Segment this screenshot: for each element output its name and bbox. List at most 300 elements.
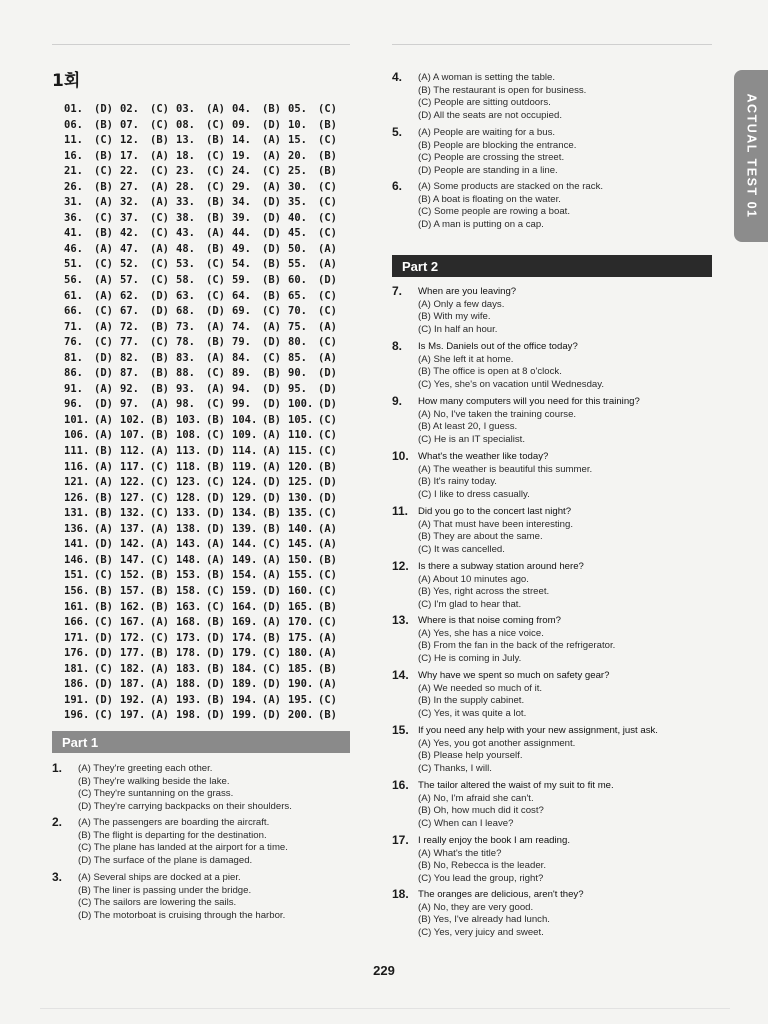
answer-letter: (D) (206, 709, 225, 722)
question-number: 2. (52, 815, 63, 829)
answer-key-cell (64, 335, 120, 351)
answer-key-cell (176, 397, 232, 413)
answer-number: 41. (64, 227, 83, 240)
answer-number: 157. (120, 584, 146, 597)
answer-number: 182. (120, 662, 146, 675)
answer-key-cell (120, 335, 176, 351)
part2-question-10 (392, 451, 592, 501)
answer-number: 14. (232, 134, 251, 147)
answer-letter: (C) (206, 274, 225, 287)
answer-number: 17. (120, 149, 139, 162)
answer-letter: (A) (94, 522, 113, 535)
answer-number: 84. (232, 351, 251, 364)
answer-key-cell (176, 475, 232, 491)
answer-number: 169. (232, 616, 258, 629)
answer-number: 96. (64, 398, 83, 411)
answer-number: 180. (288, 647, 314, 660)
answer-number: 132. (120, 507, 146, 520)
answer-number: 77. (120, 336, 139, 349)
answer-key-cell (232, 646, 288, 662)
answer-number: 44. (232, 227, 251, 240)
answer-number: 102. (120, 413, 146, 426)
answer-key-cell (64, 506, 120, 522)
answer-option: (B) People are blocking the entrance. (418, 139, 577, 151)
answer-key-cell (232, 102, 288, 118)
answer-letter: (D) (94, 631, 113, 644)
answer-number: 114. (232, 445, 258, 458)
answer-number: 165. (288, 600, 314, 613)
answer-option: (C) You lead the group, right? (418, 872, 544, 884)
answer-letter: (A) (318, 258, 337, 271)
answer-number: 170. (288, 616, 314, 629)
answer-number: 65. (288, 289, 307, 302)
answer-option: (A) Only a few days. (418, 298, 505, 310)
answer-letter: (B) (150, 413, 169, 426)
answer-option: (C) When can I leave? (418, 817, 514, 829)
answer-option: (C) In half an hour. (418, 323, 498, 335)
answer-key-cell (288, 382, 344, 398)
answer-option: (A) Several ships are docked at a pier. (78, 872, 241, 883)
answer-letter: (B) (206, 196, 225, 209)
answer-number: 197. (120, 709, 146, 722)
answer-letter: (A) (150, 693, 169, 706)
answer-number: 187. (120, 678, 146, 691)
answer-number: 38. (176, 211, 195, 224)
answer-letter: (D) (262, 382, 281, 395)
answer-option: (A) A woman is setting the table. (418, 72, 556, 83)
answer-number: 91. (64, 382, 83, 395)
answer-option: (A) No, I've taken the training course. (418, 408, 577, 420)
answer-number: 79. (232, 336, 251, 349)
answer-number: 113. (176, 445, 202, 458)
answer-letter: (C) (206, 289, 225, 302)
answer-key-cell (232, 631, 288, 647)
answer-option: (B) The office is open at 8 o'clock. (418, 366, 562, 378)
answer-key-cell (176, 677, 232, 693)
answer-key-cell (176, 149, 232, 165)
answer-key-cell (232, 708, 288, 724)
answer-letter: (D) (94, 398, 113, 411)
part1-question-5 (392, 127, 576, 177)
answer-number: 46. (64, 242, 83, 255)
answer-number: 88. (176, 367, 195, 380)
answer-option: (B) Yes, I've already had lunch. (418, 914, 550, 926)
answer-number: 71. (64, 320, 83, 333)
answer-key-cell (64, 320, 120, 336)
answer-key-cell (120, 382, 176, 398)
answer-letter: (C) (206, 180, 225, 193)
answer-letter: (C) (94, 336, 113, 349)
answer-number: 13. (176, 134, 195, 147)
answer-letter: (C) (262, 647, 281, 660)
answer-key-cell (288, 584, 344, 600)
answer-letter: (C) (318, 305, 337, 318)
answer-key-cell (64, 553, 120, 569)
answer-key-cell (232, 584, 288, 600)
answer-option: (A) About 10 minutes ago. (418, 573, 529, 585)
answer-number: 11. (64, 134, 83, 147)
answer-key-cell (64, 382, 120, 398)
answer-key-cell (288, 149, 344, 165)
answer-letter: (D) (262, 227, 281, 240)
answer-number: 93. (176, 382, 195, 395)
answer-key-cell (120, 460, 176, 476)
answer-option: (A) The weather is beautiful this summer. (418, 463, 593, 475)
answer-key-cell (120, 397, 176, 413)
answer-key-cell (288, 335, 344, 351)
answer-key-cell (64, 397, 120, 413)
answer-key-cell (288, 600, 344, 616)
answer-letter: (C) (318, 103, 337, 115)
answer-number: 140. (288, 522, 314, 535)
answer-number: 161. (64, 600, 90, 613)
answer-number: 75. (288, 320, 307, 333)
answer-key-cell (176, 693, 232, 709)
answer-number: 186. (64, 678, 90, 691)
answer-key-cell (232, 460, 288, 476)
answer-letter: (C) (150, 507, 169, 520)
answer-letter: (A) (262, 429, 281, 442)
answer-key-cell (232, 366, 288, 382)
answer-letter: (B) (206, 693, 225, 706)
answer-key-cell (120, 118, 176, 134)
answer-key-cell (232, 382, 288, 398)
answer-key-cell (288, 397, 344, 413)
answer-key-cell (232, 257, 288, 273)
answer-number: 178. (176, 647, 202, 660)
answer-letter: (A) (150, 398, 169, 411)
answer-number: 19. (232, 149, 251, 162)
answer-key-cell (64, 304, 120, 320)
answer-key-cell (176, 366, 232, 382)
answer-key-cell (120, 273, 176, 289)
answer-number: 115. (288, 445, 314, 458)
answer-key-cell (120, 677, 176, 693)
answer-letter: (C) (318, 693, 337, 706)
answer-option: (C) Yes, very juicy and sweet. (418, 926, 544, 938)
answer-letter: (B) (150, 584, 169, 597)
answer-number: 196. (64, 709, 90, 722)
answer-number: 92. (120, 382, 139, 395)
part1-question-2 (52, 817, 288, 867)
answer-key-cell (120, 304, 176, 320)
answer-letter: (C) (206, 118, 225, 131)
answer-number: 43. (176, 227, 195, 240)
answer-key-cell (176, 615, 232, 631)
answer-key-cell (64, 662, 120, 678)
answer-key-cell (288, 102, 344, 118)
test-label: 1회 (52, 71, 81, 91)
answer-key-cell (64, 677, 120, 693)
answer-number: 101. (64, 413, 90, 426)
answer-key-cell (64, 413, 120, 429)
answer-key-cell (288, 568, 344, 584)
part2-question-7 (392, 286, 516, 336)
answer-key-cell (232, 677, 288, 693)
answer-letter: (A) (206, 538, 225, 551)
part1-question-3 (52, 872, 285, 922)
answer-letter: (B) (94, 445, 113, 458)
answer-letter: (A) (150, 180, 169, 193)
answer-key-cell (120, 693, 176, 709)
answer-key-cell (120, 522, 176, 538)
answer-letter: (D) (262, 196, 281, 209)
answer-letter: (C) (150, 211, 169, 224)
answer-number: 123. (176, 476, 202, 489)
answer-letter: (D) (318, 491, 337, 504)
answer-letter: (C) (94, 134, 113, 147)
answer-letter: (C) (318, 584, 337, 597)
answer-key-cell (64, 537, 120, 553)
answer-number: 110. (288, 429, 314, 442)
answer-number: 12. (120, 134, 139, 147)
answer-number: 52. (120, 258, 139, 271)
answer-letter: (C) (262, 662, 281, 675)
answer-key-cell (64, 646, 120, 662)
answer-letter: (C) (150, 476, 169, 489)
answer-key-cell (120, 537, 176, 553)
answer-number: 200. (288, 709, 314, 722)
answer-option: (C) The sailors are lowering the sails. (78, 897, 237, 909)
answer-key-cell (288, 351, 344, 367)
answer-number: 189. (232, 678, 258, 691)
answer-key-cell (120, 584, 176, 600)
answer-key-cell (176, 553, 232, 569)
answer-key-cell (232, 413, 288, 429)
answer-letter: (D) (206, 647, 225, 660)
answer-option: (B) Oh, how much did it cost? (418, 805, 544, 817)
answer-number: 58. (176, 274, 195, 287)
answer-option: (C) He is coming in July. (418, 652, 522, 664)
answer-key-cell (176, 180, 232, 196)
answer-letter: (C) (206, 165, 225, 178)
answer-letter: (A) (94, 320, 113, 333)
answer-key-cell (176, 273, 232, 289)
answer-letter: (D) (262, 398, 281, 411)
answer-letter: (D) (94, 103, 113, 115)
answer-letter: (D) (206, 631, 225, 644)
page-number: 229 (373, 963, 395, 978)
answer-key-cell (120, 211, 176, 227)
answer-option: (B) Please help yourself. (418, 750, 523, 762)
answer-letter: (C) (206, 584, 225, 597)
answer-letter: (C) (94, 305, 113, 318)
answer-key-cell (64, 273, 120, 289)
answer-key-cell (120, 366, 176, 382)
answer-option: (A) Yes, she has a nice voice. (418, 627, 544, 639)
answer-key-cell (120, 444, 176, 460)
answer-key-cell (232, 289, 288, 305)
answer-key-cell (176, 662, 232, 678)
answer-letter: (C) (150, 491, 169, 504)
question-text: If you need any help with your new assignment, just ask. (418, 725, 658, 736)
answer-letter: (A) (262, 693, 281, 706)
answer-number: 129. (232, 491, 258, 504)
answer-key-cell (176, 646, 232, 662)
part2-question-8 (392, 341, 604, 391)
question-number: 10. (392, 449, 409, 463)
answer-option: (C) I like to dress casually. (418, 488, 530, 500)
answer-key-cell (288, 195, 344, 211)
answer-number: 87. (120, 367, 139, 380)
answer-number: 83. (176, 351, 195, 364)
answer-key-cell (64, 708, 120, 724)
answer-number: 31. (64, 196, 83, 209)
answer-letter: (C) (150, 227, 169, 240)
answer-number: 112. (120, 445, 146, 458)
answer-letter: (A) (150, 242, 169, 255)
part2-question-16 (392, 780, 614, 830)
question-text: Where is that noise coming from? (418, 615, 561, 626)
answer-number: 167. (120, 616, 146, 629)
answer-key-cell (232, 226, 288, 242)
answer-number: 80. (288, 336, 307, 349)
answer-letter: (B) (206, 460, 225, 473)
answer-number: 106. (64, 429, 90, 442)
question-number: 7. (392, 284, 403, 298)
answer-option: (D) The surface of the plane is damaged. (78, 854, 253, 866)
answer-key-cell (288, 273, 344, 289)
answer-number: 95. (288, 382, 307, 395)
answer-number: 174. (232, 631, 258, 644)
answer-option: (C) Thanks, I will. (418, 762, 492, 774)
answer-letter: (A) (318, 631, 337, 644)
answer-key-cell (232, 537, 288, 553)
answer-key-cell (288, 631, 344, 647)
answer-key-cell (288, 677, 344, 693)
answer-letter: (D) (94, 367, 113, 380)
part1-question-4 (392, 72, 586, 122)
answer-letter: (A) (94, 429, 113, 442)
answer-letter: (C) (318, 413, 337, 426)
answer-letter: (B) (318, 460, 337, 473)
answer-number: 117. (120, 460, 146, 473)
part1-question-1 (52, 763, 292, 813)
answer-key-cell (232, 320, 288, 336)
answer-number: 162. (120, 600, 146, 613)
answer-option: (A) No, they are very good. (418, 901, 534, 913)
answer-key-cell (64, 584, 120, 600)
answer-number: 39. (232, 211, 251, 224)
answer-option: (B) With my wife. (418, 311, 491, 323)
answer-key-cell (176, 522, 232, 538)
answer-key-cell (64, 195, 120, 211)
answer-number: 125. (288, 476, 314, 489)
question-number: 18. (392, 887, 409, 901)
answer-number: 107. (120, 429, 146, 442)
answer-key-cell (288, 118, 344, 134)
answer-number: 156. (64, 584, 90, 597)
answer-letter: (A) (206, 103, 225, 115)
answer-number: 37. (120, 211, 139, 224)
answer-letter: (B) (94, 491, 113, 504)
answer-number: 122. (120, 476, 146, 489)
answer-letter: (C) (206, 429, 225, 442)
answer-letter: (D) (206, 491, 225, 504)
answer-key-cell (232, 242, 288, 258)
answer-letter: (A) (94, 196, 113, 209)
answer-number: 137. (120, 522, 146, 535)
answer-number: 142. (120, 538, 146, 551)
answer-letter: (B) (94, 507, 113, 520)
answer-letter: (A) (206, 351, 225, 364)
answer-number: 67. (120, 305, 139, 318)
answer-number: 86. (64, 367, 83, 380)
answer-option: (B) The flight is departing for the destination. (78, 829, 267, 841)
answer-letter: (A) (318, 522, 337, 535)
part2-question-12 (392, 561, 584, 611)
answer-number: 29. (232, 180, 251, 193)
answer-letter: (D) (262, 678, 281, 691)
answer-letter: (B) (94, 227, 113, 240)
answer-number: 166. (64, 616, 90, 629)
answer-letter: (B) (150, 600, 169, 613)
answer-number: 62. (120, 289, 139, 302)
answer-letter: (D) (94, 678, 113, 691)
answer-number: 153. (176, 569, 202, 582)
answer-option: (C) He is an IT specialist. (418, 433, 525, 445)
answer-letter: (A) (150, 709, 169, 722)
answer-number: 104. (232, 413, 258, 426)
answer-key-cell (288, 646, 344, 662)
answer-letter: (C) (150, 274, 169, 287)
answer-number: 185. (288, 662, 314, 675)
answer-key-cell (64, 180, 120, 196)
answer-letter: (C) (94, 569, 113, 582)
answer-key-cell (64, 444, 120, 460)
answer-letter: (C) (206, 600, 225, 613)
answer-letter: (A) (94, 460, 113, 473)
answer-key-cell (232, 273, 288, 289)
answer-number: 160. (288, 584, 314, 597)
answer-letter: (C) (318, 180, 337, 193)
answer-key-cell (232, 118, 288, 134)
answer-letter: (A) (206, 227, 225, 240)
answer-number: 146. (64, 553, 90, 566)
answer-key-cell (64, 242, 120, 258)
answer-letter: (A) (206, 382, 225, 395)
answer-letter: (D) (262, 491, 281, 504)
answer-option: (C) It was cancelled. (418, 543, 505, 555)
answer-key-cell (176, 304, 232, 320)
answer-number: 172. (120, 631, 146, 644)
answer-key-cell (288, 289, 344, 305)
answer-key-cell (176, 631, 232, 647)
part2-header: Part 2 (392, 255, 712, 277)
answer-number: 138. (176, 522, 202, 535)
answer-option: (C) I'm glad to hear that. (418, 598, 522, 610)
answer-key-cell (64, 693, 120, 709)
answer-key-cell (176, 568, 232, 584)
answer-number: 16. (64, 149, 83, 162)
answer-letter: (B) (150, 569, 169, 582)
answer-letter: (C) (318, 429, 337, 442)
answer-number: 20. (288, 149, 307, 162)
answer-key-cell (64, 428, 120, 444)
answer-option: (C) People are crossing the street. (418, 152, 565, 164)
answer-letter: (B) (150, 320, 169, 333)
answer-letter: (D) (94, 351, 113, 364)
answer-key-cell (176, 382, 232, 398)
answer-number: 56. (64, 274, 83, 287)
answer-letter: (D) (206, 678, 225, 691)
part1-question-6 (392, 181, 603, 231)
answer-letter: (C) (150, 553, 169, 566)
answer-number: 194. (232, 693, 258, 706)
answer-number: 53. (176, 258, 195, 271)
answer-option: (B) A boat is floating on the water. (418, 193, 561, 205)
question-number: 17. (392, 833, 409, 847)
